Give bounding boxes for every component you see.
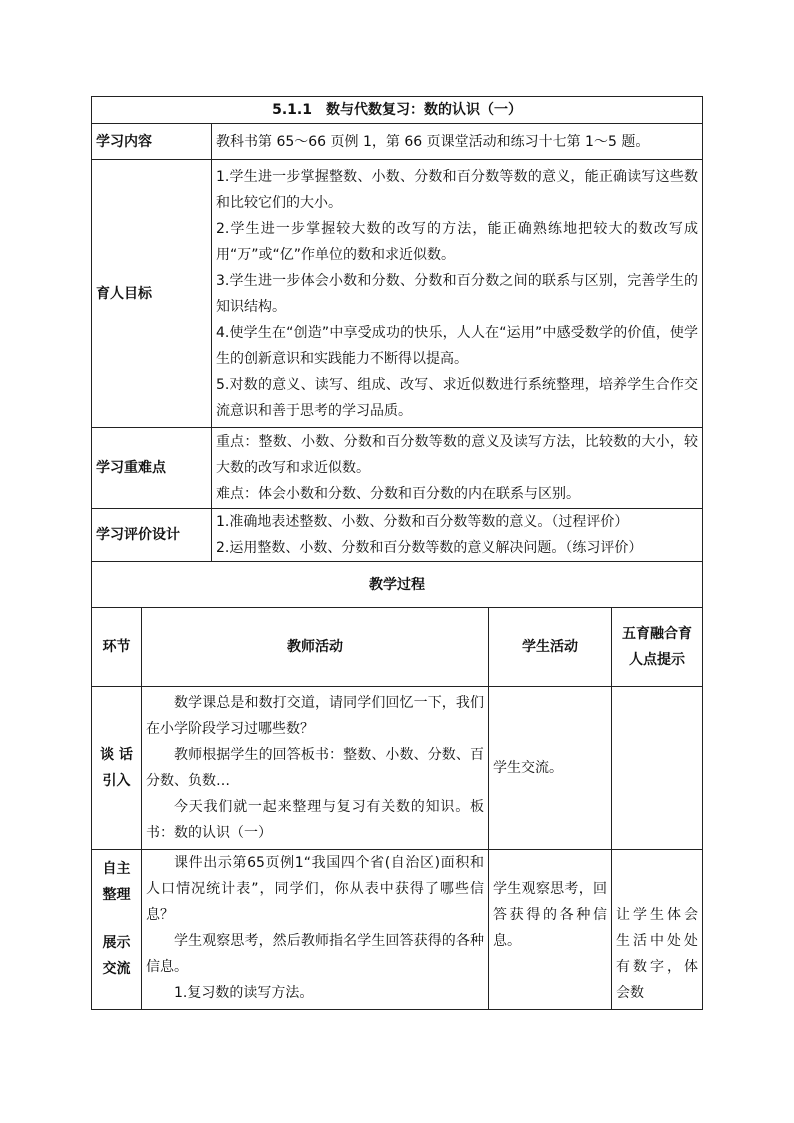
lesson-plan-table <box>91 96 703 1010</box>
student-activity-intro: 学生交流。 <box>489 687 612 850</box>
header-student: 学生活动 <box>489 608 612 687</box>
header-teacher: 教师活动 <box>142 608 489 687</box>
content-label: 学习内容 <box>92 124 212 160</box>
difficulty-cell <box>212 428 703 509</box>
key-points: 重点：整数、小数、分数和百分数等数的意义及读写方法，比较数的大小，较大数的改写和求近似数。 <box>216 434 699 476</box>
difficulty-row <box>92 428 703 509</box>
stage-spacer <box>96 908 137 930</box>
teacher-activity-intro <box>142 687 489 850</box>
goal-item: 1.学生进一步掌握整数、小数、分数和百分数等数的意义，能正确读写这些数和比较它们的大小。 <box>216 168 699 211</box>
teacher-paragraph: 课件出示第65页例1“我国四个省(自治区)面积和人口情况统计表”，同学们，你从表中获得了哪些信息？ <box>146 855 484 923</box>
teacher-paragraph: 数学课总是和数打交道，请同学们回忆一下，我们在小学阶段学习过哪些数？ <box>146 695 484 737</box>
stage-intro: 谈 话 引入 <box>92 687 142 850</box>
content-text: 教科书第 65～66 页例 1，第 66 页课堂活动和练习十七第 1～5 题。 <box>212 124 703 160</box>
teacher-paragraph: 学生观察思考，然后教师指名学生回答获得的各种信息。 <box>146 933 484 975</box>
header-stage: 环节 <box>92 608 142 687</box>
stage-organize-bottom: 展示交流 <box>102 935 131 977</box>
stage-organize-top: 自主整理 <box>102 861 131 903</box>
page-title: 5.1.1 数与代数复习：数的认识（一） <box>92 97 703 124</box>
goal-item: 2.学生进一步掌握较大数的改写的方法，能正确熟练地把较大的数改写成用“万”或“亿”作单位的数和求近似数。 <box>216 220 699 263</box>
student-activity-organize: 学生观察思考，回答获得的各种信息。 <box>489 850 612 1010</box>
content-row <box>92 124 703 160</box>
teacher-paragraph: 教师根据学生的回答板书：整数、小数、分数、百分数、负数… <box>146 747 484 789</box>
process-header-row <box>92 608 703 687</box>
fusion-organize: 让学生体会生活中处处有数字，体会数 <box>612 850 703 1010</box>
goals-row <box>92 160 703 428</box>
goals-cell <box>212 160 703 428</box>
evaluation-row <box>92 509 703 562</box>
fusion-intro <box>612 687 703 850</box>
title-row <box>92 97 703 124</box>
header-fusion: 五育融合育人点提示 <box>612 608 703 687</box>
process-row-organize <box>92 850 703 1010</box>
evaluation-label: 学习评价设计 <box>92 509 212 562</box>
process-title: 教学过程 <box>92 562 703 608</box>
goals-label: 育人目标 <box>92 160 212 428</box>
evaluation-item: 2.运用整数、小数、分数和百分数等数的意义解决问题。（练习评价） <box>216 540 643 556</box>
teacher-paragraph: 1.复习数的读写方法。 <box>174 985 314 1001</box>
difficult-points: 难点：体会小数和分数、分数和百分数的内在联系与区别。 <box>216 486 580 502</box>
process-row-intro <box>92 687 703 850</box>
goal-item: 3.学生进一步体会小数和分数、分数和百分数之间的联系与区别，完善学生的知识结构。 <box>216 272 699 315</box>
goal-item: 5.对数的意义、读写、组成、改写、求近似数进行系统整理，培养学生合作交流意识和善于思考的学习品质。 <box>216 376 699 419</box>
stage-organize <box>92 850 142 1010</box>
teacher-paragraph: 今天我们就一起来整理与复习有关数的知识。板书：数的认识（一） <box>146 799 484 841</box>
teacher-activity-organize <box>142 850 489 1010</box>
evaluation-cell <box>212 509 703 562</box>
goal-item: 4.使学生在“创造”中享受成功的快乐，人人在“运用”中感受数学的价值，使学生的创新意识和实践能力不断得以提高。 <box>216 324 699 367</box>
evaluation-item: 1.准确地表述整数、小数、分数和百分数等数的意义。（过程评价） <box>216 514 629 530</box>
process-title-row <box>92 562 703 608</box>
difficulty-label: 学习重难点 <box>92 428 212 509</box>
